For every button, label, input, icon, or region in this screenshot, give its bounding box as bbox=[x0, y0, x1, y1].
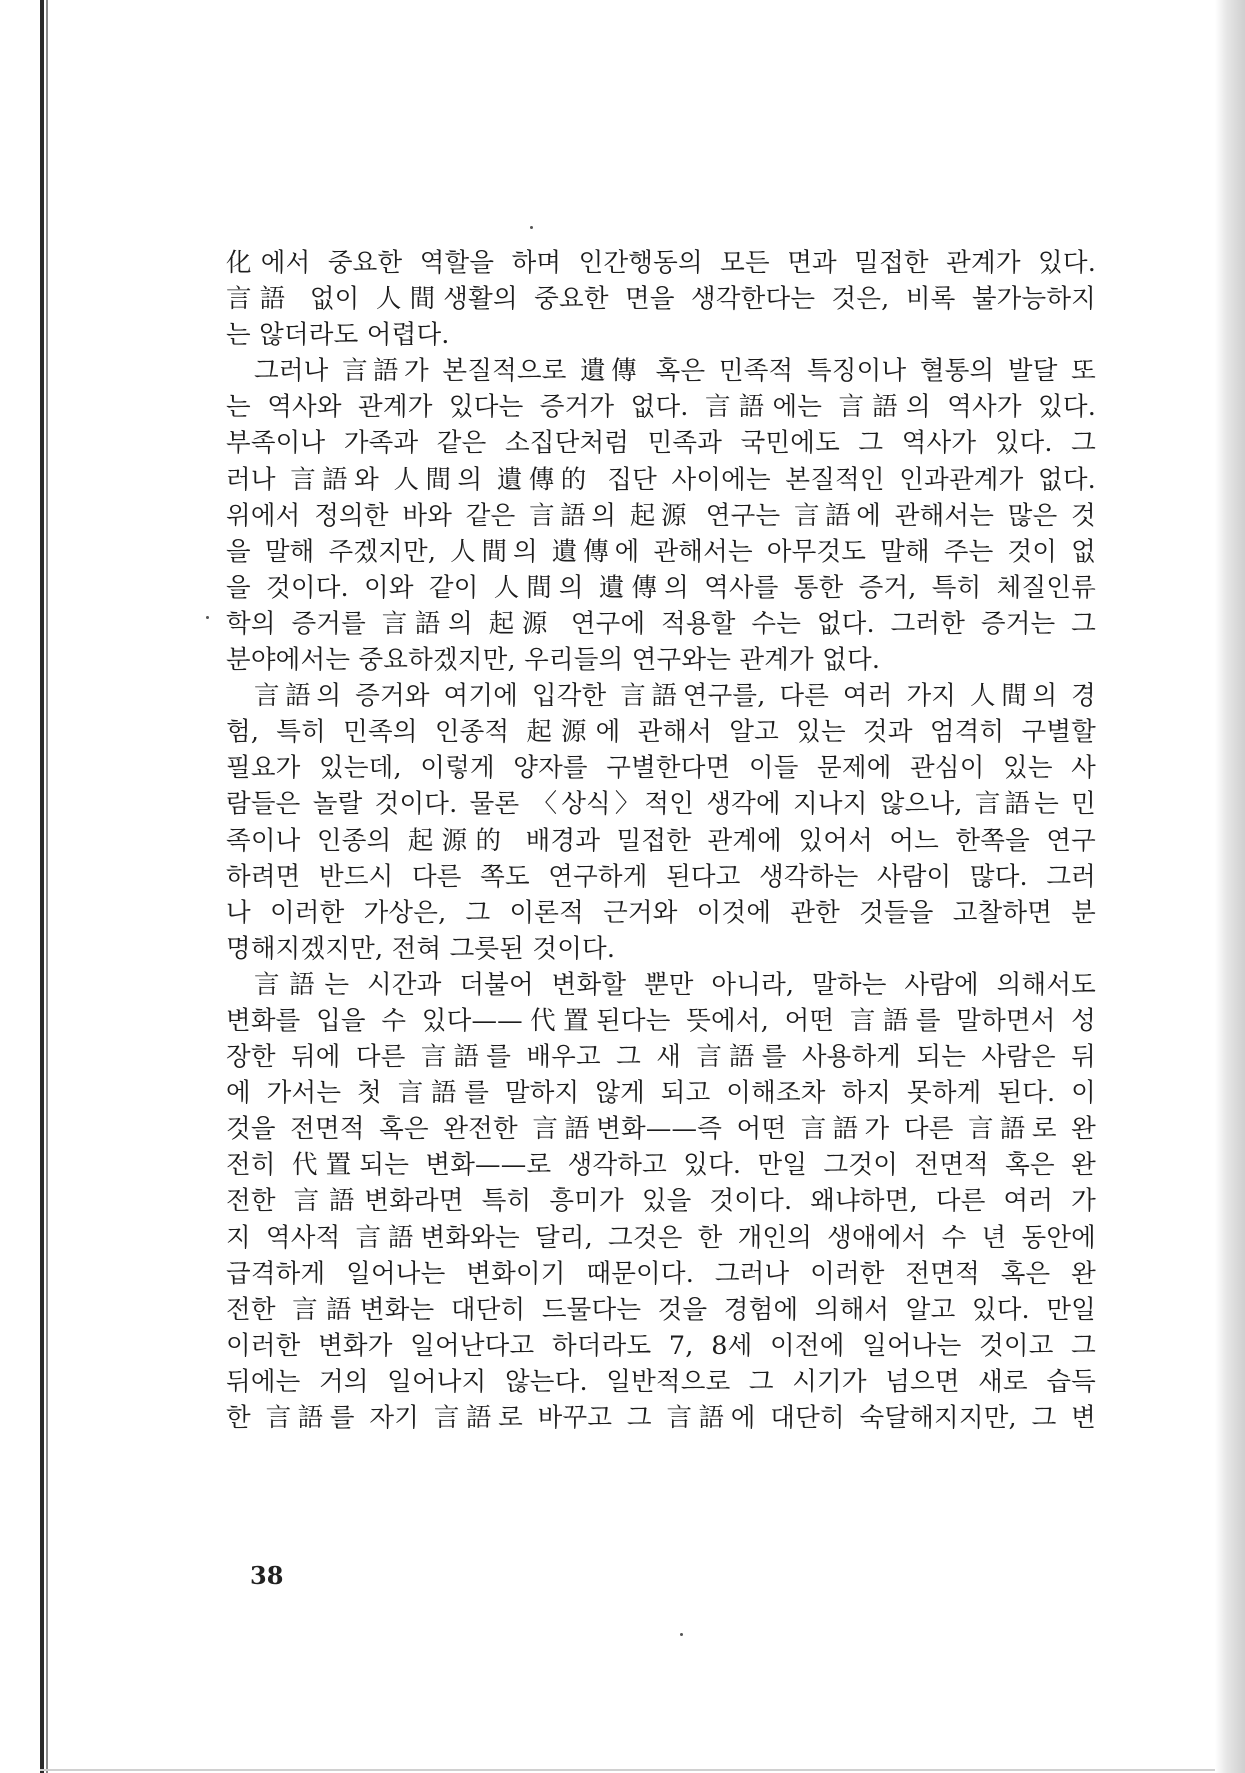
text-line: 러나 言語와 人間의 遺傳的 집단 사이에는 본질적인 인과관계가 없다. bbox=[226, 464, 1096, 495]
text-line: 람들은 놀랄 것이다. 물론 〈상식〉적인 생각에 지나지 않으나, 言語는 민 bbox=[226, 789, 1096, 820]
text-line: 한 言語를 자기 言語로 바꾸고 그 言語에 대단히 숙달해지지만, 그 변 bbox=[226, 1403, 1096, 1433]
page-left-edge-inner bbox=[46, 0, 48, 1773]
text-line: 전히 代置되는 변화——로 생각하고 있다. 만일 그것이 전면적 혹은 완 bbox=[226, 1150, 1096, 1181]
text-line: 는 않더라도 어렵다. bbox=[226, 320, 450, 351]
page-right-shadow bbox=[1215, 0, 1245, 1773]
print-speck bbox=[680, 1633, 683, 1636]
text-line: 전한 言語변화는 대단히 드물다는 것을 경험에 의해서 알고 있다. 만일 bbox=[226, 1294, 1096, 1325]
text-line: 言語는 시간과 더불어 변화할 뿐만 아니라, 말하는 사람에 의해서도 bbox=[254, 969, 1096, 1000]
text-line: 을 것이다. 이와 같이 人間의 遺傳의 역사를 통한 증거, 특히 체질인류 bbox=[226, 572, 1096, 603]
page-bottom-edge bbox=[40, 1769, 1215, 1771]
text-line: 학의 증거를 言語의 起源 연구에 적용할 수는 없다. 그러한 증거는 그 bbox=[226, 608, 1096, 639]
page-number: 38 bbox=[250, 1561, 284, 1590]
text-line: 을 말해 주겠지만, 人間의 遺傳에 관해서는 아무것도 말해 주는 것이 없 bbox=[226, 536, 1096, 567]
text-line: 족이나 인종의 起源的 배경과 밀접한 관계에 있어서 어느 한쪽을 연구 bbox=[226, 825, 1096, 856]
text-line: 험, 특히 민족의 인종적 起源에 관해서 알고 있는 것과 엄격히 구별할 bbox=[226, 717, 1096, 748]
text-line: 뒤에는 거의 일어나지 않는다. 일반적으로 그 시기가 넘으면 새로 습득 bbox=[226, 1366, 1096, 1397]
text-line: 부족이나 가족과 같은 소집단처럼 민족과 국민에도 그 역사가 있다. 그 bbox=[226, 428, 1096, 459]
text-line: 것을 전면적 혹은 완전한 言語변화——즉 어떤 言語가 다른 言語로 완 bbox=[226, 1114, 1096, 1145]
text-line: 에 가서는 첫 言語를 말하지 않게 되고 이해조차 하지 못하게 된다. 이 bbox=[226, 1078, 1096, 1109]
text-line: 지 역사적 言語변화와는 달리, 그것은 한 개인의 생애에서 수 년 동안에 bbox=[226, 1222, 1096, 1253]
text-line: 장한 뒤에 다른 言語를 배우고 그 새 言語를 사용하게 되는 사람은 뒤 bbox=[226, 1042, 1096, 1073]
text-line: 필요가 있는데, 이렇게 양자를 구별한다면 이들 문제에 관심이 있는 사 bbox=[226, 753, 1096, 784]
text-line: 명해지겠지만, 전혀 그릇된 것이다. bbox=[226, 933, 616, 964]
text-line: 변화를 입을 수 있다——代置된다는 뜻에서, 어떤 言語를 말하면서 성 bbox=[226, 1005, 1096, 1036]
text-line: 그러나 言語가 본질적으로 遺傳 혹은 민족적 특징이나 혈통의 발달 또 bbox=[254, 356, 1096, 387]
text-line: 전한 言語변화라면 특히 흥미가 있을 것이다. 왜냐하면, 다른 여러 가 bbox=[226, 1186, 1096, 1217]
text-line: 위에서 정의한 바와 같은 言語의 起源 연구는 言語에 관해서는 많은 것 bbox=[226, 500, 1096, 531]
body-text bbox=[226, 245, 1096, 1436]
text-line: 분야에서는 중요하겠지만, 우리들의 연구와는 관계가 없다. bbox=[226, 645, 881, 676]
print-speck bbox=[530, 226, 533, 229]
text-line: 言語의 증거와 여기에 입각한 言語연구를, 다른 여러 가지 人間의 경 bbox=[254, 681, 1096, 712]
text-line: 化에서 중요한 역할을 하며 인간행동의 모든 면과 밀접한 관계가 있다. bbox=[226, 248, 1096, 278]
text-line: 급격하게 일어나는 변화이기 때문이다. 그러나 이러한 전면적 혹은 완 bbox=[226, 1258, 1096, 1289]
text-line: 나 이러한 가상은, 그 이론적 근거와 이것에 관한 것들을 고찰하면 분 bbox=[226, 897, 1096, 928]
text-line: 言語 없이 人間생활의 중요한 면을 생각한다는 것은, 비록 불가능하지 bbox=[226, 284, 1096, 315]
print-speck bbox=[206, 616, 209, 619]
text-line: 이러한 변화가 일어난다고 하더라도 7, 8세 이전에 일어나는 것이고 그 bbox=[226, 1330, 1096, 1361]
text-line: 하려면 반드시 다른 쪽도 연구하게 된다고 생각하는 사람이 많다. 그러 bbox=[226, 861, 1096, 892]
text-line: 는 역사와 관계가 있다는 증거가 없다. 言語에는 言語의 역사가 있다. bbox=[226, 392, 1096, 423]
page-left-edge bbox=[40, 0, 44, 1773]
